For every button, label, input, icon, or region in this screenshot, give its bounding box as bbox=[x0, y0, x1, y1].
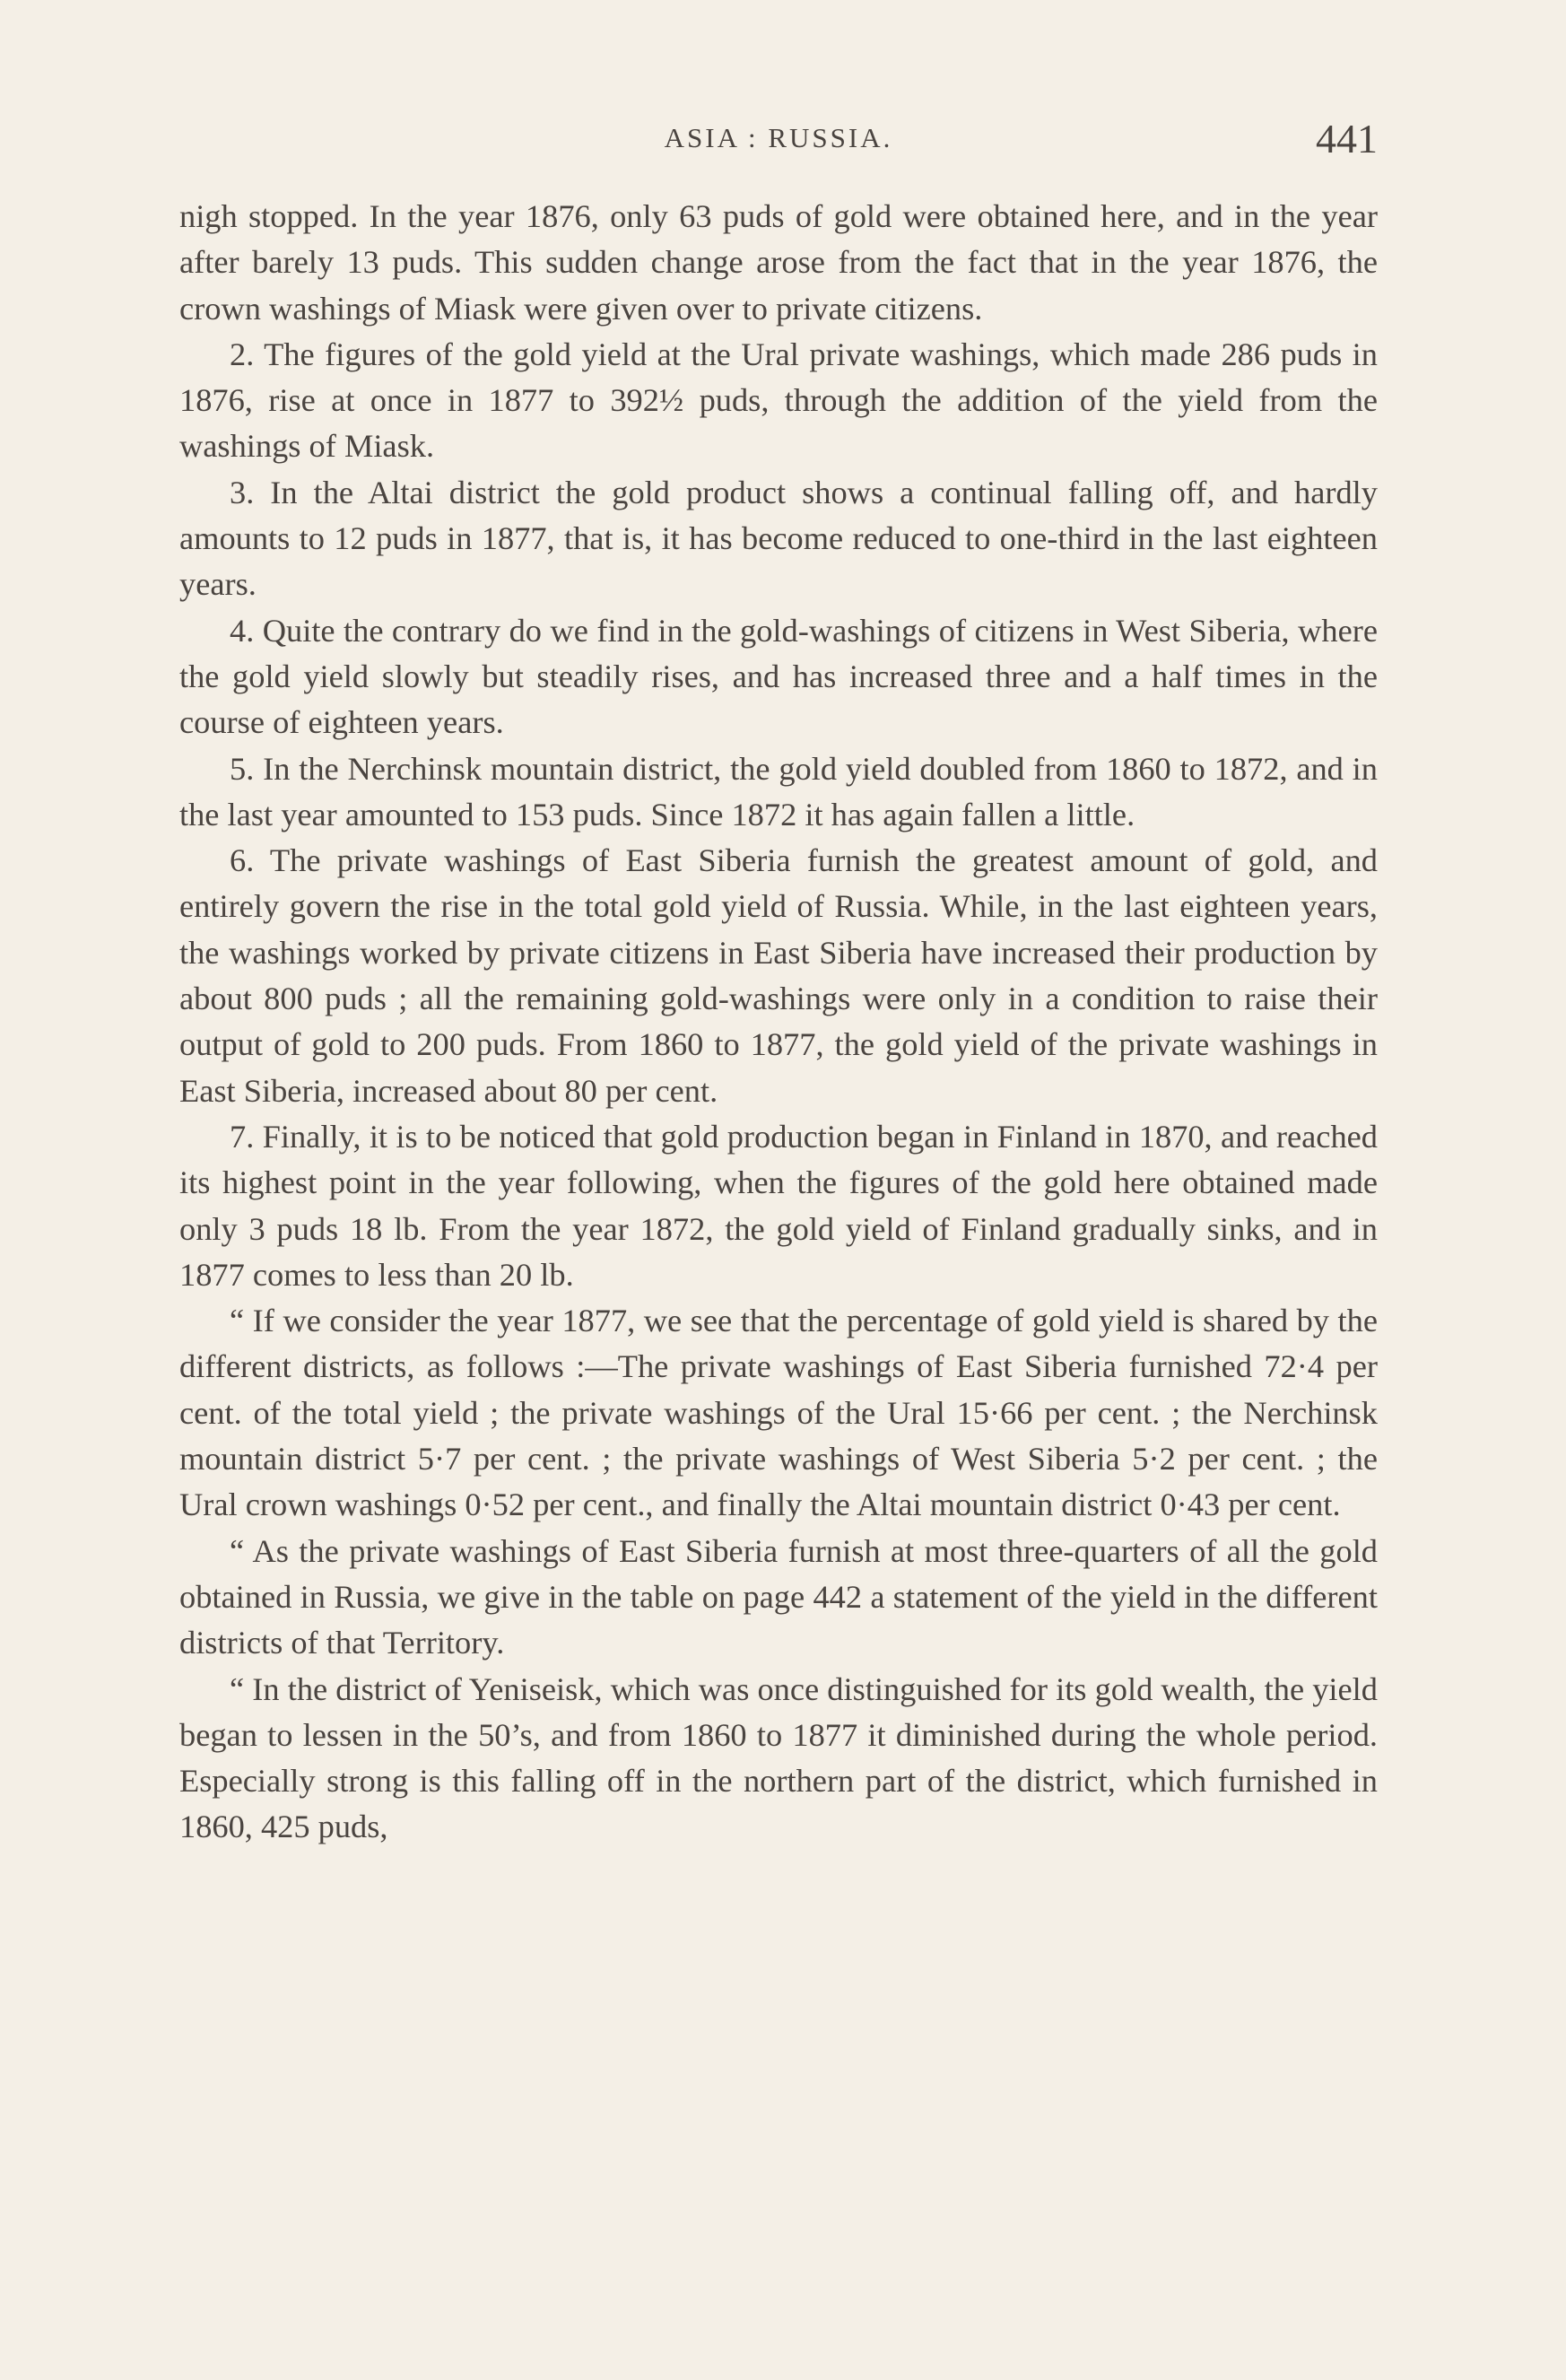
paragraph-percentages: “ If we consider the year 1877, we see that the percentage of gold yield is shared by the different districts, as follows :—The private washings of East Siberia furnished 72·4 per cent. of the total yield ; the private washings of the Ural 15·66 per cent. ; the Nerchinsk mountain district 5·7 per cent. ; the private washings of West Siberia 5·2 per cent. ; the Ural crown washings 0·52 per cent., and finally the Altai mountain district 0·43 per cent. bbox=[179, 1303, 1378, 1523]
paragraph-item-2: 2. The figures of the gold yield at the Ural private washings, which made 286 puds in 1876, rise at once in 1877 to 392½ puds, through the addition of the yield from the washings of Miask. bbox=[179, 336, 1378, 465]
paragraph-item-6: 6. The private washings of East Siberia furnish the greatest amount of gold, and entirely govern the rise in the total gold yield of Russia. While, in the last eighteen years, the washings worked by private citizens in East Siberia have increased their production by about 800 puds ; all the remaining gold-washings were only in a condition to raise their output of gold to 200 puds. From 1860 to 1877, the gold yield of the private washings in East Siberia, increased about 80 per cent. bbox=[179, 842, 1378, 1109]
running-title: ASIA : RUSSIA. bbox=[664, 122, 893, 153]
paragraph-item-5: 5. In the Nerchinsk mountain district, the gold yield doubled from 1860 to 1872, and in the last year amounted to 153 puds. Since 1872 it has again fallen a little. bbox=[179, 750, 1378, 833]
paragraph-item-4: 4. Quite the contrary do we find in the gold-washings of citizens in West Siberia, where the gold yield slowly but steadily rises, and has increased three and a half times in the course of eighteen years. bbox=[179, 612, 1378, 741]
paragraph-continuation: nigh stopped. In the year 1876, only 63 puds of gold were obtained here, and in the year after barely 13 puds. This sudden change arose from the fact that in the year 1876, the crown washings of Miask were given over to private citizens. bbox=[179, 198, 1378, 327]
paragraph-east-siberia: “ As the private washings of East Siberia furnish at most three-quarters of all the gold obtained in Russia, we give in the table on page 442 a statement of the yield in the different districts of that Territory. bbox=[179, 1532, 1378, 1661]
running-head bbox=[179, 115, 1378, 169]
paragraph-item-3: 3. In the Altai district the gold product shows a continual falling off, and hardly amounts to 12 puds in 1877, that is, it has become reduced to one-third in the last eighteen years. bbox=[179, 474, 1378, 603]
paragraph-yeniseisk: “ In the district of Yeniseisk, which was once distinguished for its gold wealth, the yield began to lessen in the 50’s, and from 1860 to 1877 it diminished during the whole period. Especially strong is this falling off in the northern part of the district, which furnished in 1860, 425 puds, bbox=[179, 1670, 1378, 1845]
paragraph-item-7: 7. Finally, it is to be noticed that gold production began in Finland in 1870, and reached its highest point in the year following, when the figures of the gold here obtained made only 3 puds 18 lb. From the year 1872, the gold yield of Finland gradually sinks, and in 1877 comes to less than 20 lb. bbox=[179, 1118, 1378, 1293]
body-text bbox=[179, 194, 1378, 1851]
page-number: 441 bbox=[1316, 116, 1378, 161]
